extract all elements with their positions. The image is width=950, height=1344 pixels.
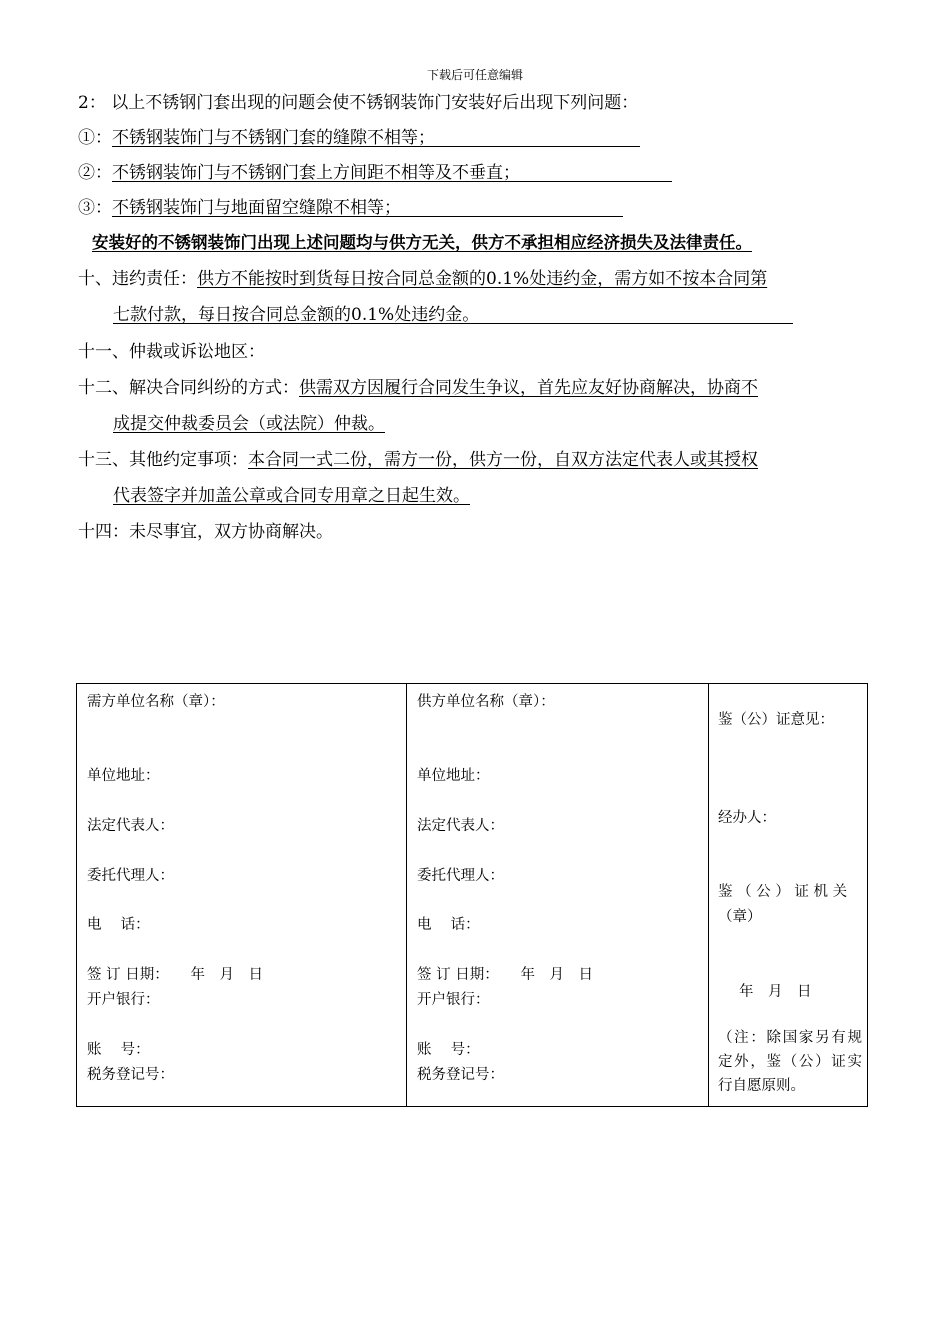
issue-1-text: 不锈钢装饰门与不锈钢门套的缝隙不相等； xyxy=(112,128,435,148)
issue-1-prefix: ①： xyxy=(78,128,112,148)
seller-name-field: 供方单位名称（章）： xyxy=(417,694,555,710)
seller-cell xyxy=(407,684,709,1107)
buyer-agent-field: 委托代理人： xyxy=(87,868,174,884)
buyer-address-field: 单位地址： xyxy=(87,768,160,784)
seller-legal-rep-field: 法定代表人： xyxy=(417,818,504,834)
seller-address-field: 单位地址： xyxy=(417,768,490,784)
buyer-bank-field: 开户银行： xyxy=(87,992,160,1008)
section-10-label: 十、违约责任： xyxy=(78,269,197,289)
section-13-line-1 xyxy=(78,445,758,470)
issue-3-line xyxy=(78,193,623,218)
notary-handler-field: 经办人： xyxy=(718,810,776,826)
section-10-line-2 xyxy=(113,300,793,325)
notary-date-field: 年 月 日 xyxy=(739,984,812,1000)
issue-2-text: 不锈钢装饰门与不锈钢门套上方间距不相等及不垂直； xyxy=(112,163,520,183)
buyer-tax-no-field: 税务登记号： xyxy=(87,1067,174,1083)
seller-agent-field: 委托代理人： xyxy=(417,868,504,884)
section-12-line-1 xyxy=(78,373,758,398)
section-10-text-1: 供方不能按时到货每日按合同总金额的0.1%处违约金，需方如不按本合同第 xyxy=(197,269,768,289)
seller-bank-field: 开户银行： xyxy=(417,992,490,1008)
section-10-text-2: 七款付款，每日按合同总金额的0.1%处违约金。 xyxy=(113,305,480,325)
seller-phone-field: 电 话： xyxy=(417,917,480,933)
issue-3-prefix: ③： xyxy=(78,198,112,218)
section-13-text-2: 代表签字并加盖公章或合同专用章之日起生效。 xyxy=(113,486,470,506)
section-13-label: 十三、其他约定事项： xyxy=(78,450,248,470)
notary-authority-line-1: 鉴 （ 公 ） 证 机 关 xyxy=(718,884,848,900)
buyer-phone-field: 电 话： xyxy=(87,917,150,933)
clause-2-line: 2： 以上不锈钢门套出现的问题会使不锈钢装饰门安装好后出现下列问题： xyxy=(78,93,639,113)
page-header: 下载后可任意编辑 xyxy=(426,68,523,82)
buyer-sign-date-field: 签 订 日期： 年 月 日 xyxy=(87,967,263,983)
section-12-line-2 xyxy=(113,409,385,434)
section-12-text-1: 供需双方因履行合同发生争议，首先应友好协商解决，协商不 xyxy=(299,378,758,398)
buyer-account-field: 账 号： xyxy=(87,1042,150,1058)
buyer-legal-rep-field: 法定代表人： xyxy=(87,818,174,834)
issue-2-fill-line xyxy=(520,180,672,182)
section-13-text-1: 本合同一式二份，需方一份，供方一份，自双方法定代表人或其授权 xyxy=(248,450,758,470)
section-10-line-1 xyxy=(78,264,767,289)
section-14-line: 十四：未尽事宜，双方协商解决。 xyxy=(78,522,333,542)
notary-cell xyxy=(709,684,868,1107)
seller-account-field: 账 号： xyxy=(417,1042,480,1058)
issue-3-text: 不锈钢装饰门与地面留空缝隙不相等； xyxy=(112,198,401,218)
notary-opinion-field: 鉴（公）证意见： xyxy=(718,712,834,728)
liability-disclaimer: 安装好的不锈钢装饰门出现上述问题均与供方无关，供方不承担相应经济损失及法律责任。 xyxy=(92,233,752,252)
buyer-name-field: 需方单位名称（章）： xyxy=(87,694,225,710)
section-13-line-2 xyxy=(113,481,470,506)
issue-1-line xyxy=(78,123,640,148)
section-11-line: 十一、仲裁或诉讼地区： xyxy=(78,342,265,362)
notary-authority-line-2: （章） xyxy=(718,909,762,925)
issue-1-fill-line xyxy=(435,145,640,147)
seller-sign-date-field: 签 订 日期： 年 月 日 xyxy=(417,967,593,983)
section-10-fill-line xyxy=(479,322,793,324)
signature-table xyxy=(76,683,868,1107)
issue-2-line xyxy=(78,158,672,183)
issue-3-fill-line xyxy=(401,215,623,217)
issue-2-prefix: ②： xyxy=(78,163,112,183)
seller-tax-no-field: 税务登记号： xyxy=(417,1067,504,1083)
section-12-text-2: 成提交仲裁委员会（或法院）仲裁。 xyxy=(113,414,385,434)
buyer-cell xyxy=(77,684,407,1107)
notary-note: （注：除国家另有规定外，鉴（公）证实行自愿原则。 xyxy=(718,1030,862,1094)
section-12-label: 十二、解决合同纠纷的方式： xyxy=(78,378,299,398)
